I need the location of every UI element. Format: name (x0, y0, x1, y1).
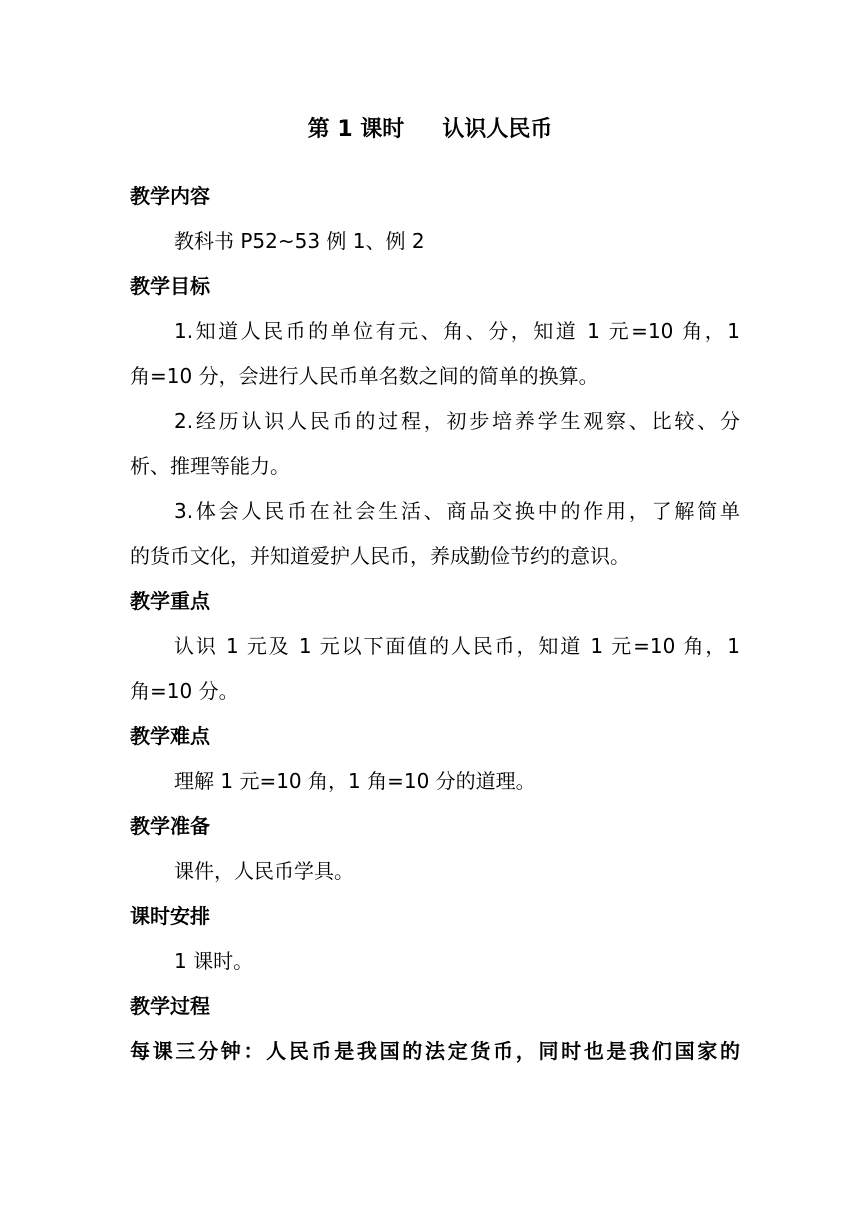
teaching-content-text: 教科书 P52~53 例 1、例 2 (174, 229, 425, 253)
heading-preparation: 教学准备 (130, 814, 210, 838)
process-first-line: 每课三分钟：人民币是我国的法定货币，同时也是我们国家的 (130, 1039, 740, 1063)
heading-teaching-goals: 教学目标 (130, 274, 210, 298)
schedule-text: 1 课时。 (174, 949, 254, 973)
difficulties-text: 理解 1 元=10 角，1 角=10 分的道理。 (174, 769, 536, 793)
heading-process: 教学过程 (130, 994, 210, 1018)
goal-1-line-1: 1.知道人民币的单位有元、角、分，知道 1 元=10 角，1 (174, 319, 740, 343)
heading-key-points: 教学重点 (130, 589, 210, 613)
heading-schedule: 课时安排 (130, 904, 210, 928)
preparation-text: 课件，人民币学具。 (174, 859, 354, 883)
goal-3-line-1: 3.体会人民币在社会生活、商品交换中的作用，了解简单 (174, 499, 740, 523)
key-points-line-1: 认识 1 元及 1 元以下面值的人民币，知道 1 元=10 角，1 (174, 634, 740, 658)
heading-teaching-content: 教学内容 (130, 184, 210, 208)
heading-difficulties: 教学难点 (130, 724, 210, 748)
goal-3-line-2: 的货币文化，并知道爱护人民币，养成勤俭节约的意识。 (130, 544, 630, 568)
lesson-topic: 认识人民币 (442, 117, 553, 142)
goal-1-line-2: 角=10 分，会进行人民币单名数之间的简单的换算。 (130, 364, 599, 388)
page-title (0, 110, 860, 150)
goal-2-line-2: 析、推理等能力。 (130, 454, 290, 478)
goal-2-line-1: 2.经历认识人民币的过程，初步培养学生观察、比较、分 (174, 409, 740, 433)
key-points-line-2: 角=10 分。 (130, 679, 239, 703)
lesson-number: 第 1 课时 (307, 117, 405, 142)
